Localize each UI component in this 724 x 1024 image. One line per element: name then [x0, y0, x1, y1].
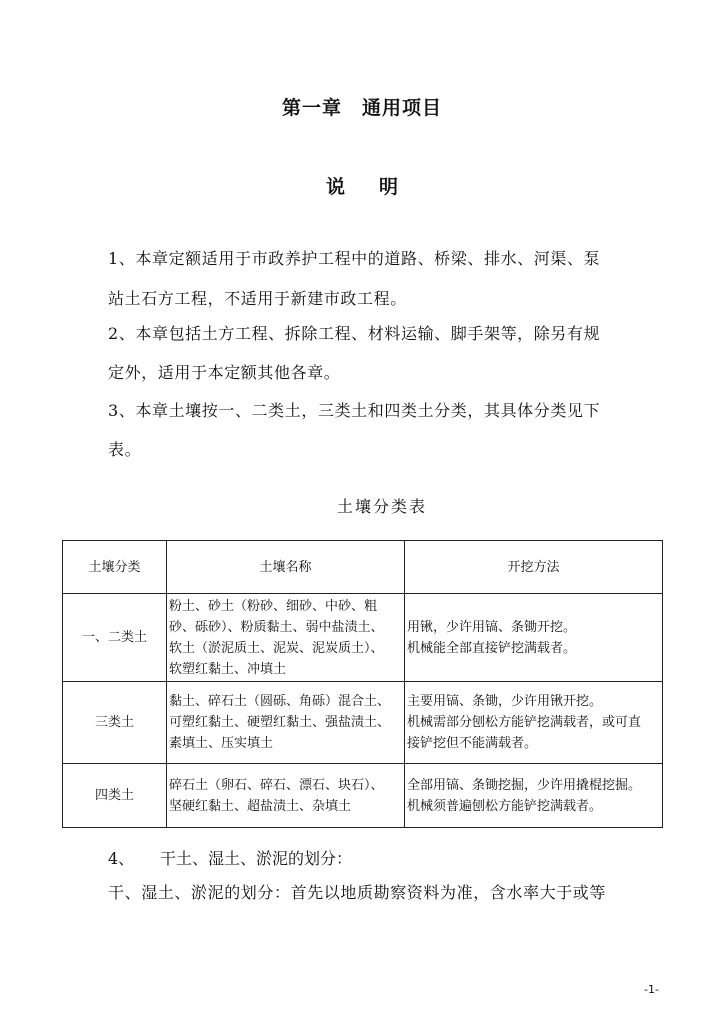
cell-category: 一、二类土: [63, 594, 167, 682]
item-4-text: 干土、湿土、淤泥的划分：: [160, 849, 353, 868]
paragraph-3-line-1: 3、本章土壤按一、二类土，三类土和四类土分类，其具体分类见下: [108, 401, 601, 420]
table-row: [63, 594, 663, 682]
cell-line: 机械需部分刨松方能铲挖满载者，或可直: [407, 715, 642, 730]
paragraph-1-line-1: 1、本章定额适用于市政养护工程中的道路、桥梁、排水、河渠、泵: [108, 249, 601, 268]
last-paragraph-line: 干、湿土、淤泥的划分：首先以地质勘察资料为准，含水率大于或等: [108, 883, 607, 902]
cell-line: 可塑红黏土、硬塑红黏土、强盐渍土、: [169, 715, 391, 730]
cell-line: 软土（淤泥质土、泥炭、泥炭质土）、: [169, 640, 384, 656]
cell-line: 黏土、碎石土（圆砾、角砾）混合土、: [169, 694, 391, 709]
cell-category: 四类土: [63, 764, 167, 828]
item-4-number: 4、: [108, 849, 135, 868]
cell-name: [167, 594, 405, 682]
cell-method: [405, 682, 663, 764]
cell-method: [405, 764, 663, 828]
cell-line: 机械须普遍刨松方能铲挖满载者。: [407, 798, 603, 814]
cell-line: 全部用镐、条锄挖掘，少许用撬棍挖掘。: [407, 777, 642, 793]
paragraph-3-line-2: 表。: [108, 440, 142, 459]
cell-name: [167, 764, 405, 828]
cell-line: 坚硬红黏土、超盐渍土、杂填土: [169, 798, 352, 814]
cell-line: 碎石土（卵石、碎石、漂石、块石）、: [169, 777, 384, 793]
cell-category: 三类土: [63, 682, 167, 764]
table-header-row: [63, 541, 663, 594]
cell-line: 素填土、压实填土: [169, 736, 274, 751]
cell-line: 软塑红黏土、冲填土: [169, 661, 287, 677]
header-category: 土壤分类: [63, 541, 167, 594]
cell-method: [405, 594, 663, 682]
soil-classification-table: [62, 540, 663, 828]
cell-name: [167, 682, 405, 764]
table-row: [63, 764, 663, 828]
paragraph-2-line-2: 定外，适用于本定额其他各章。: [108, 363, 341, 382]
paragraph-2-line-1: 2、本章包括土方工程、拆除工程、材料运输、脚手架等，除另有规: [108, 324, 601, 343]
header-name: 土壤名称: [167, 541, 405, 594]
cell-line: 机械能全部直接铲挖满载者。: [407, 640, 577, 656]
table-caption: 土壤分类表: [336, 497, 427, 516]
cell-line: 砂、砾砂）、粉质黏土、弱中盐渍土、: [169, 619, 384, 635]
cell-line: 用锹，少许用镐、条锄开挖。: [407, 619, 577, 635]
section-title: [0, 172, 724, 199]
cell-line: 接铲挖但不能满载者。: [407, 736, 538, 751]
cell-line: 主要用镐、条锄，少许用锹开挖。: [407, 694, 603, 709]
section-title-left: 说: [325, 176, 345, 198]
item-4-heading: [108, 846, 352, 869]
chapter-title: 第一章 通用项目: [281, 97, 442, 119]
section-title-right: 明: [379, 176, 399, 198]
header-method: 开挖方法: [405, 541, 663, 594]
page-number: -1-: [644, 983, 659, 996]
cell-line: 粉土、砂土（粉砂、细砂、中砂、粗: [169, 598, 378, 614]
table-row: [63, 682, 663, 764]
paragraph-1-line-2: 站土石方工程，不适用于新建市政工程。: [108, 289, 407, 308]
